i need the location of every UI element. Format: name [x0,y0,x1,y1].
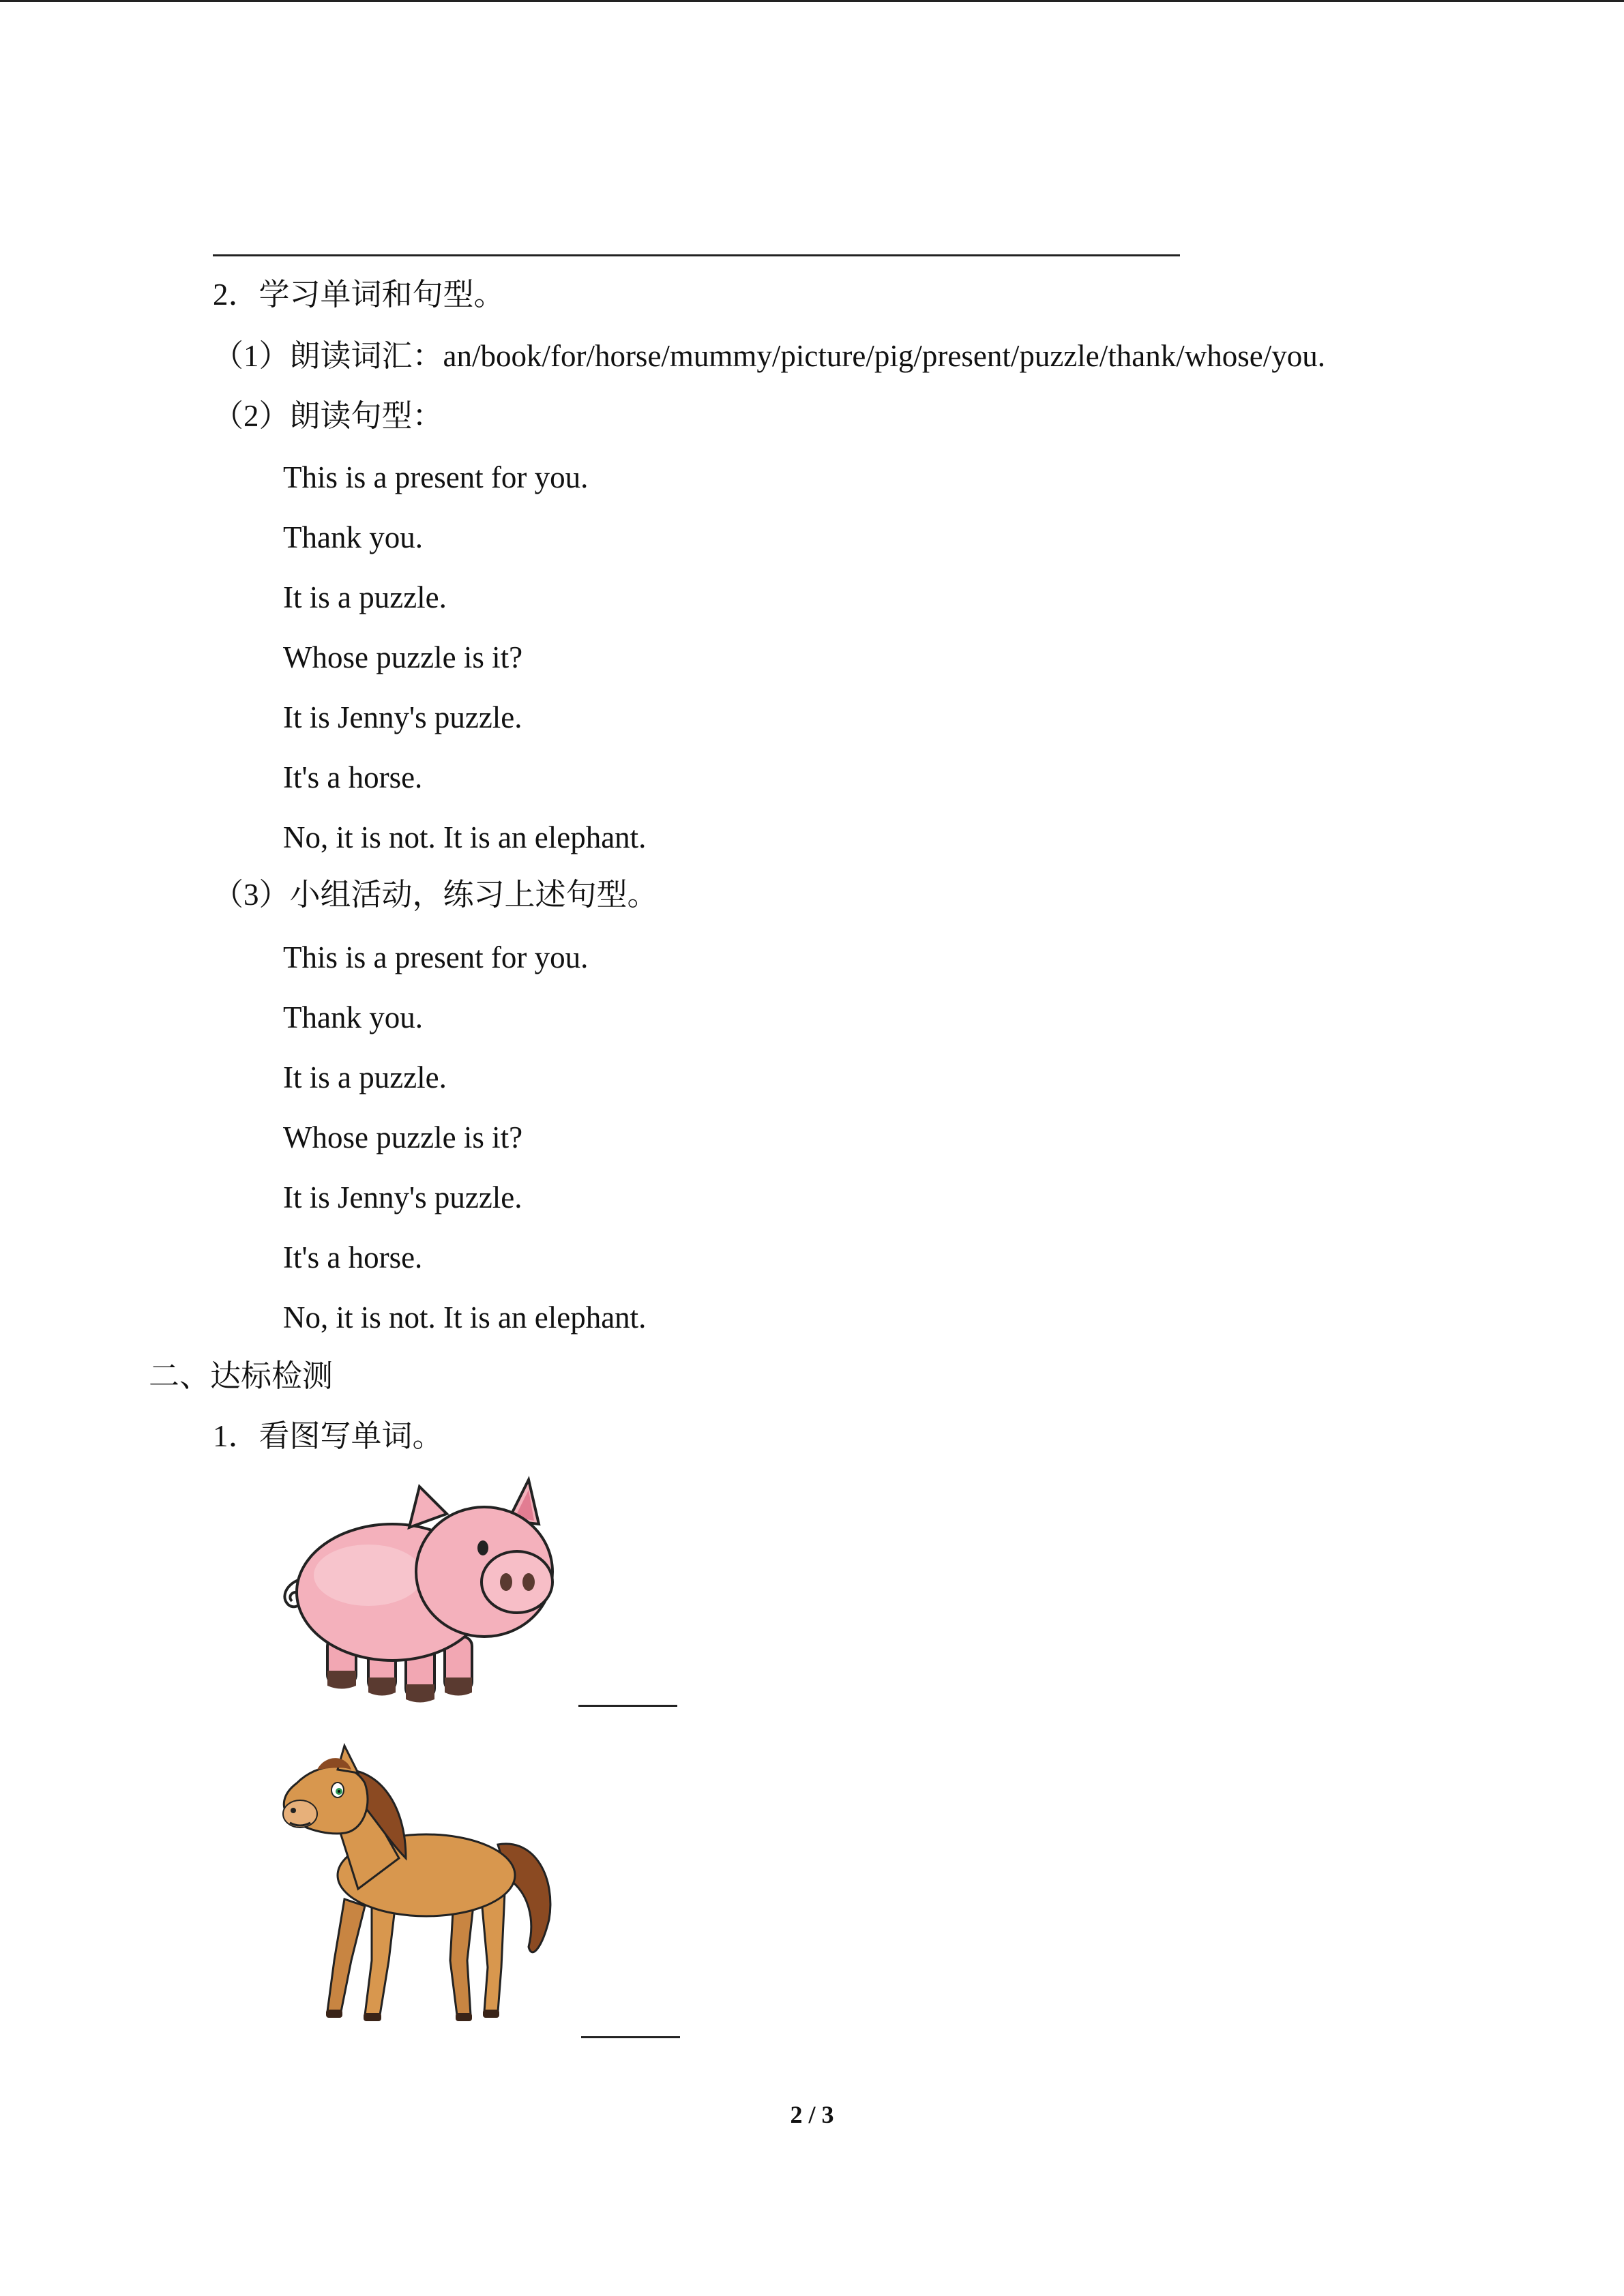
answer-blank-horse[interactable] [581,2036,680,2038]
sentence: It is Jenny's puzzle. [283,700,522,734]
section-heading: 2．学习单词和句型。 [213,278,505,312]
group-heading: （3）小组活动，练习上述句型。 [213,878,658,912]
sentence: It is a puzzle. [283,1060,447,1094]
sentence: It is a puzzle. [283,580,447,614]
sentence: It is Jenny's puzzle. [283,1180,522,1214]
sentence: Thank you. [283,1000,423,1034]
vocab-line: （1）朗读词汇：an/book/for/horse/mummy/picture/pig/present/puzzle/thank/whose/you. [213,339,1325,373]
page-number: 2 / 3 [790,2101,834,2128]
sentence: Thank you. [283,520,423,554]
sentence: Whose puzzle is it? [283,1120,523,1154]
part-heading: 二、达标检测 [149,1359,334,1393]
sentence: This is a present for you. [283,460,589,494]
answer-line [213,254,1180,256]
task-heading: 1．看图写单词。 [213,1419,443,1453]
sentence: It's a horse. [283,760,423,794]
top-border [0,0,1624,2]
answer-blank-pig[interactable] [578,1705,677,1707]
sentences-heading: （2）朗读句型： [213,399,443,433]
horse-icon [263,1742,573,2036]
sentence: It's a horse. [283,1240,423,1274]
sentence: No, it is not. It is an elephant. [283,820,647,854]
sentence: No, it is not. It is an elephant. [283,1300,647,1335]
sentence: Whose puzzle is it? [283,640,523,674]
pig-icon [266,1473,566,1705]
sentence: This is a present for you. [283,940,589,974]
